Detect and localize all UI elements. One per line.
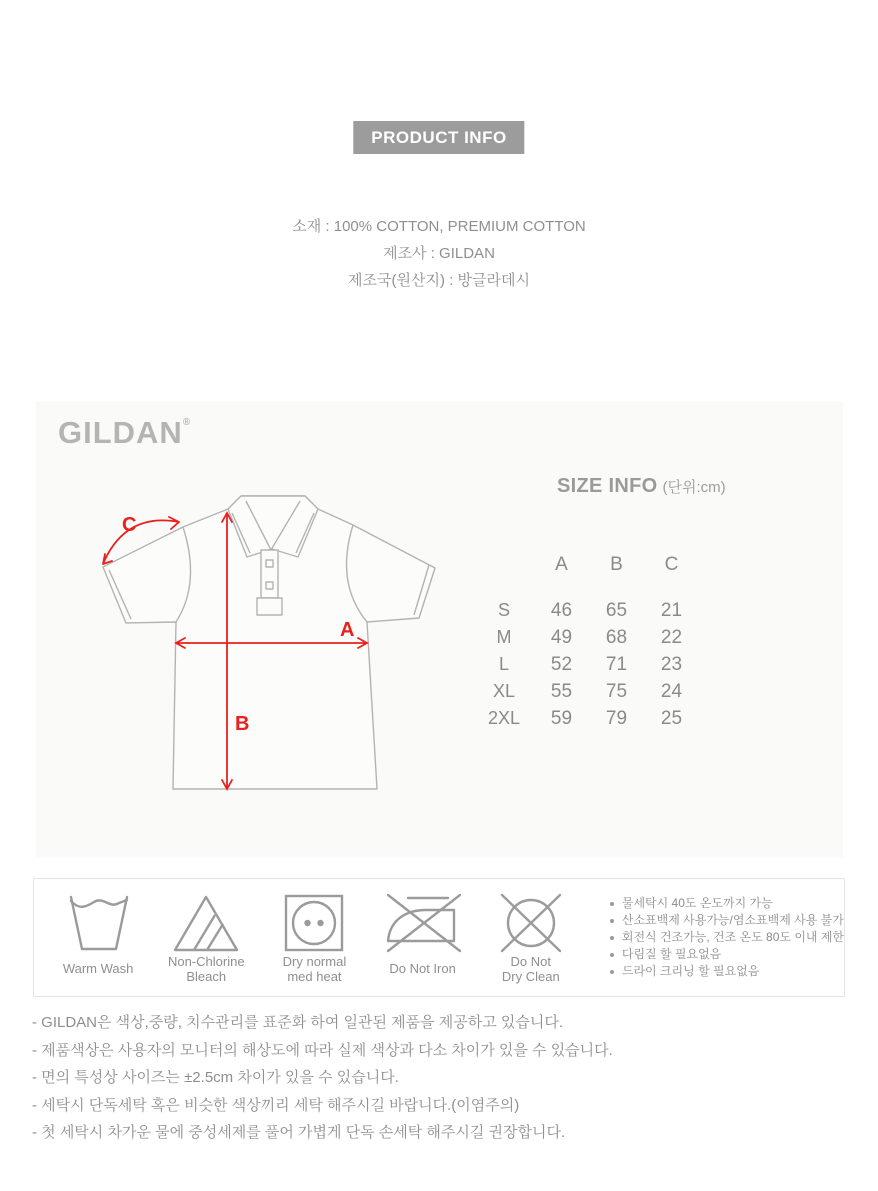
manufacturer-line: 제조사 : GILDAN [383,245,495,262]
product-meta [0,213,878,294]
table-row: S 46 65 21 [474,597,699,624]
diagram-label-a: A [340,619,355,641]
care-note: 다림질 할 필요없음 [609,946,844,963]
diagram-label-c: C [122,514,137,536]
tumble-dry-med-heat-icon [271,891,357,951]
product-info-badge: PRODUCT INFO [353,121,524,154]
care-note: 회전식 건조가능, 건조 온도 80도 이내 제한 [609,929,844,946]
table-row: 2XL 59 79 25 [474,705,699,732]
size-info-title [557,475,726,498]
warm-wash-icon [55,891,141,951]
table-row: M 49 68 22 [474,624,699,651]
care-item-tumble-dry: Dry normal med heat [260,891,368,985]
col-b: B [610,554,623,575]
footer-note: - 면의 특성상 사이즈는 ±2.5cm 차이가 있을 수 있습니다. [32,1069,399,1086]
origin-line: 제조국(원산지) : 방글라데시 [348,272,530,289]
care-note: 물세탁시 40도 온도까지 가능 [609,895,844,912]
size-info-panel [36,401,843,857]
gildan-logo: GILDAN® [58,415,192,450]
do-not-iron-icon [380,891,466,951]
care-item-do-not-iron: Do Not Iron [369,891,477,985]
footer-notes [32,1009,613,1147]
size-table [474,551,699,732]
care-notes-list [609,895,844,980]
footer-note: - 제품색상은 사용자의 모니터의 해상도에 따라 실제 색상과 다소 차이가 있을 수 있습니다. [32,1041,613,1059]
size-unit: (단위:cm) [662,479,726,496]
size-label: XL [492,681,516,701]
footer-note: - 첫 세탁시 차가운 물에 중성세제를 풀어 가볍게 단독 손세탁 해주시길 권장합니다. [32,1124,566,1141]
table-row: L 52 71 23 [474,651,699,678]
care-note: 드라이 크리닝 할 필요없음 [609,963,844,980]
care-item-warm-wash: Warm Wash [44,891,152,985]
care-note: 산소표백제 사용가능/염소표백제 사용 불가 [609,912,844,929]
col-c: C [664,554,679,575]
size-label: M [496,627,512,647]
diagram-label-b: B [235,713,250,735]
do-not-dry-clean-icon [488,891,574,951]
care-item-do-not-dry-clean: Do Not Dry Clean [477,891,585,985]
material-line: 소재 : 100% COTTON, PREMIUM COTTON [292,218,586,235]
polo-shirt-measurement-diagram [95,488,475,810]
non-chlorine-bleach-icon [163,891,249,951]
size-label: 2XL [487,708,521,728]
size-info-heading: SIZE INFO [557,475,658,497]
footer-note: - 세탁시 단독세탁 혹은 비슷한 색상끼리 세탁 해주시길 바랍니다.(이염주의) [32,1096,520,1114]
footer-note: - GILDAN은 색상,중량, 치수관리를 표준화 하여 일관된 제품을 제공하고 있습니다. [32,1014,564,1031]
table-row: XL 55 75 24 [474,678,699,705]
care-instructions-panel [33,878,845,997]
col-a: A [555,554,568,575]
size-label: L [498,654,509,674]
size-table-header [474,551,699,578]
size-label: S [497,600,510,620]
care-item-non-chlorine-bleach: Non-Chlorine Bleach [152,891,260,985]
registered-mark: ® [182,417,192,428]
